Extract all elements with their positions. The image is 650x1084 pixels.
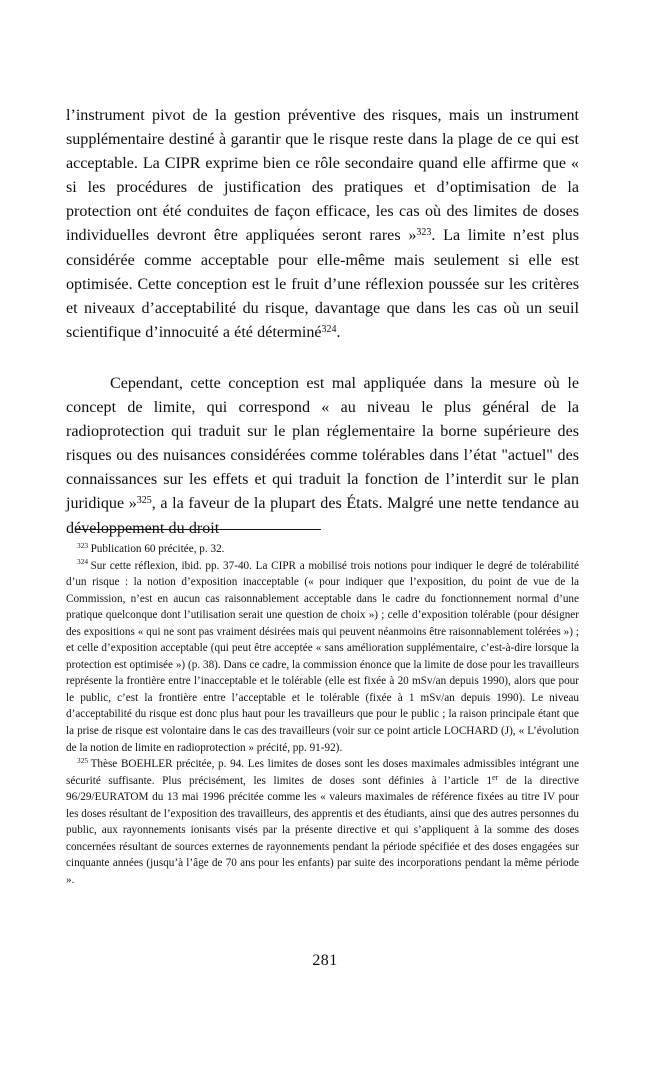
page-number: 281 xyxy=(312,952,338,969)
footnote-entry: $^{325}$ Thèse BOEHLER précitée, p. 94. Les limites de doses sont les doses maximales admissibles intégrant une sécurité suffisante. Plus précisément, les limites de doses sont définies à l’article 1er de la directive 96/29/EURATOM du 13 mai 1996 précitée comme les « valeurs maximales de référence fixées au titre IV pour les doses résultant de l’exposition des travailleurs, des apprentis et des étudiants, ainsi que des autres personnes du public, aux rayonnements ionisants visés par la présente directive et qui s’appliquent à la somme des doses concernées résultant de sources externes de rayonnements pendant la période spécifiée et des doses engagées sur cinquante années (jusqu’à l’âge de 70 ans pour les enfants) par suite des incorporations pendant la même période ». xyxy=(66,756,579,886)
footnote-separator-rule xyxy=(75,529,321,530)
footnote-entry: $^{323}$ Publication 60 précitée, p. 32. xyxy=(77,540,225,555)
footnote-marker: 324 xyxy=(77,557,89,567)
body-paragraph: l’instrument pivot de la gestion préventive des risques, mais un instrument supplémentaire destiné à garantir que le risque reste dans la plage de ce qui est acceptable. La CIPR exprime bien ce rôle secondaire quand elle affirme que « si les procédures de justification des pratiques et d’optimisation de la protection ont été conduites de façon efficace, les cas où des limites de doses individuelles devront être appliquées seront rares »$^{323}$. La limite n’est plus considérée comme acceptable pour elle-même mais seulement si elle est optimisée. Cette conception est le fruit d’une réflexion poussée sur les critères et niveaux d’acceptabilité du risque, davantage que dans les cas où un seuil scientifique d’innocuité a été déterminé$^{324}$. xyxy=(66,107,579,341)
footnote-entry: $^{324}$ Sur cette réflexion, ibid. pp. 37-40. La CIPR a mobilisé trois notions pour indiquer le degré de tolérabilité d’un risque : la notion d’exposition inacceptable (« pour indiquer que l’exposition, du point de vue de la Commission, n’est en aucun cas raisonnablement acceptable dans le cadre du fonctionnement normal d’une pratique quelconque dont l’utilisation serait une question de choix ») ; celle d’exposition tolérable (pour désigner des expositions « qui ne sont pas vraiment désirées mais qui peuvent néanmoins être raisonnablement tolérées ») ; et celle d’exposition acceptable (qui peut être acceptée « sans amélioration supplémentaire, c’est-à-dire lorsque la protection est optimisée ») (p. 38). Dans ce cadre, la commission énonce que la limite de dose pour les travailleurs représente la frontière entre l’inacceptable et le tolérable (elle est fixée à 20 mSv/an depuis 1990), alors que pour le public, c’est la frontière entre l’acceptable et le tolérable (fixée à 1 mSv/an depuis 1990). Le niveau d’acceptabilité du risque est donc plus haut pour les travailleurs que pour le public ; la raison principale étant que la prise de risque est volontaire dans le cas des travailleurs (voir sur ce point article LOCHARD (J), « L’évolution de la notion de limite en radioprotection » précité, pp. 91-92). xyxy=(66,557,579,754)
footnote-marker: 325 xyxy=(77,756,89,766)
paragraph-spacer xyxy=(66,345,579,372)
footnote-marker: 323 xyxy=(77,540,89,550)
body-paragraph: Cependant, cette conception est mal appliquée dans la mesure où le concept de limite, qui correspond « au niveau le plus général de la radioprotection qui traduit sur le plan réglementaire la borne supérieure des risques ou des nuisances considérées comme tolérables dans l’état "actuel" des connaissances sur les effets et qui traduit la fonction de l’interdit sur le plan juridique »$^{325}$, a la faveur de la plupart des États. Malgré une nette tendance au développement du droit xyxy=(66,374,579,537)
footnote-block xyxy=(66,541,579,888)
body-text-block xyxy=(66,104,579,541)
